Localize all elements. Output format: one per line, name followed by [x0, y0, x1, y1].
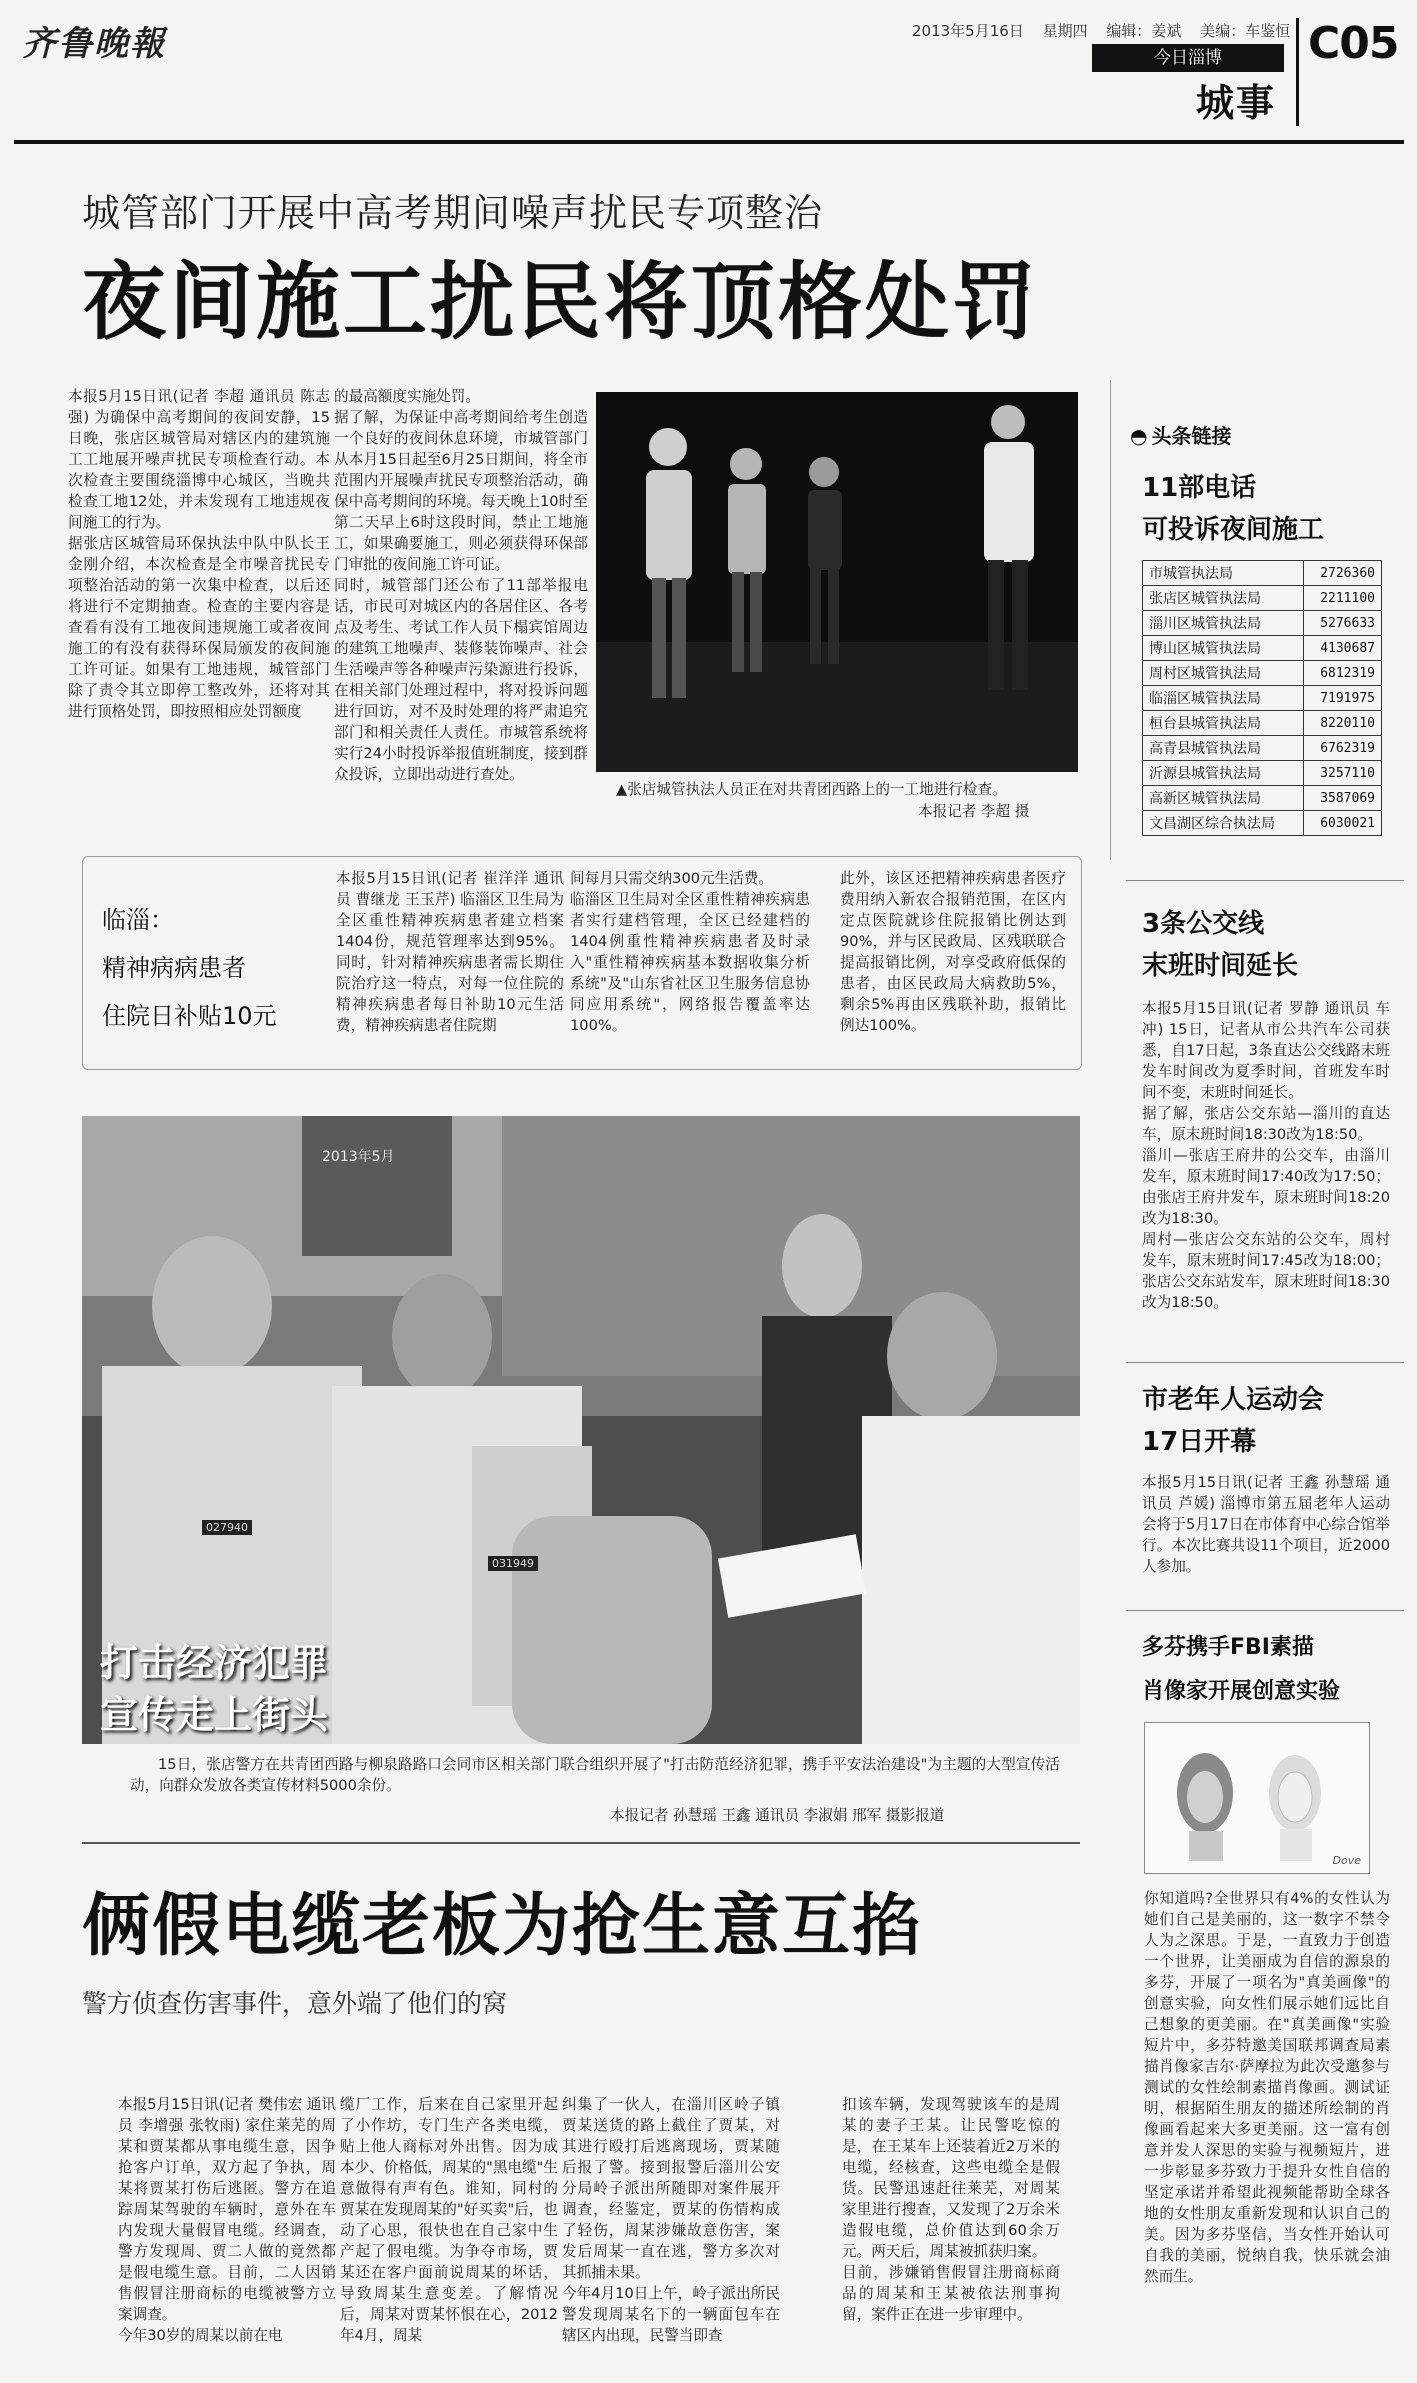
phone-office: 文昌湖区综合执法局	[1143, 811, 1304, 836]
phone-number: 3587069	[1303, 786, 1381, 811]
lead-column-1: 本报5月15日讯(记者 李超 通讯员 陈志强) 为确保中高考期间的夜间安静，15日晚，张店区城管局对辖区内的建筑施工工地展开噪声扰民专项检查行动。本次检查主要围绕淄博中心城区，当晚共检查工地12处，并未发现有工地违规夜间施工的行为。 据张店区城管局环保执法中队中队长王金刚介绍，本次检查是全市噪音扰民专项整治活动的第一次集中检查，以后还将进行不定期抽查。检查的主要内容是查看有没有工地夜间违规施工或者夜间施工的有没有获得环保局颁发的夜间施工许可证。如果有工地违规，城管部门除了责令其立即停工整改外，还将对其进行顶格处罚，即按照相应处罚额度	[68, 388, 330, 720]
games-title-1: 市老年人运动会	[1142, 1385, 1325, 1415]
phone-office: 沂源县城管执法局	[1143, 761, 1304, 786]
phone-number: 2726360	[1303, 561, 1381, 586]
phone-office: 桓台县城管执法局	[1143, 711, 1304, 736]
mental-title-1: 精神病病患者	[102, 954, 246, 982]
phone-row	[1143, 611, 1382, 636]
dove-title-2: 肖像家开展创意实验	[1142, 1679, 1341, 1704]
street-overlay-1: 打击经济犯罪	[100, 1640, 329, 1685]
phone-office: 高青县城管执法局	[1143, 736, 1304, 761]
mental-title-2: 住院日补贴10元	[102, 1002, 277, 1030]
phone-table	[1142, 560, 1382, 836]
weekday-text: 星期四	[1042, 22, 1088, 40]
dove-text: 你知道吗?全世界只有4%的女性认为她们自己是美丽的，这一数字不禁令人为之深思。于是，一直致力于创造一个世界，让美丽成为自信的源泉的多芬，开展了一项名为"真美画像"的创意实验，向女性们展示她们远比自己想象的更美丽。在"真美画像"实验短片中，多芬特邀美国联邦调查局素描肖像家吉尔·萨摩拉为此次受邀参与测试的女性绘制素描肖像画。测试证明，根据陌生朋友的描述所绘制的肖像画看起来大多更美丽。这一富有创意并发人深思的实验与视频短片，进一步彰显多芬致力于提升女性自信的坚定承诺并希望此视频能帮助全球各地的女性朋友重新发现和认识自己的美。因为多芬坚信，当女性开始认可自我的美丽，悦纳自我，快乐就会油然而生。	[1144, 1890, 1390, 2285]
sketch-portraits	[1145, 1723, 1369, 1873]
bus-text: 本报5月15日讯(记者 罗静 通讯员 车冲) 15日，记者从市公共汽车公司获悉，自17日起，3条直达公交线路末班发车时间改为夏季时间，首班发车时间不变，末班时间延长。 据了解，张店公交东站—淄川的直达车，原末班时间18:30改为18:50。 淄川—张店王府井的公交车，由淄川发车，原末班时间17:40改为17:50；由张店王府井发车，原末班时间18:20改为18:30。 周村—张店公交东站的公交车，周村发车，原末班时间17:45改为18:00；张店公交东站发车，原末班时间18:30改为18:50。	[1142, 1000, 1390, 1311]
phone-office: 淄川区城管执法局	[1143, 611, 1304, 636]
lead-photo-credit: 本报记者 李超 摄	[918, 803, 1030, 820]
issue-date	[912, 20, 1290, 41]
phone-list	[1142, 560, 1382, 836]
cable-column-4: 扣该车辆，发现驾驶该车的是周某的妻子王某。让民警吃惊的是，在王某车上还装着近2万米的电缆，经核查，这些电缆全是假货。民警迅速赶往莱芜，对周某家里进行搜查，又发现了2万余米造假电缆，总价值达到60余万元。两天后，周某被抓获归案。 目前，涉嫌销售假冒注册商标商品的周某和王某被依法刑事拘留，案件正在进一步审理中。	[842, 2096, 1060, 2323]
lead-headline: 夜间施工扰民将顶格处罚	[82, 252, 1040, 351]
street-credit: 本报记者 孙慧瑶 王鑫 通讯员 李淑娟 邢军 摄影报道	[610, 1807, 945, 1824]
cable-headline: 俩假电缆老板为抢生意互掐	[82, 1886, 923, 1966]
mental-column-1: 本报5月15日讯(记者 崔洋洋 通讯员 曹继龙 王玉芹) 临淄区卫生局为全区重性精神疾病患者建立档案1404份，规范管理率达到95%。同时，针对精神疾病患者需长期住院治疗这一特点，对每一位住院的精神疾病患者每日补助10元生活费，精神疾病患者住院期	[336, 870, 564, 1034]
phone-office: 临淄区城管执法局	[1143, 686, 1304, 711]
phone-office: 高新区城管执法局	[1143, 786, 1304, 811]
link-label-text: 头条链接	[1151, 424, 1232, 448]
phone-number: 3257110	[1303, 761, 1381, 786]
cable-rule	[82, 1842, 1080, 1844]
page-number: C05	[1308, 18, 1399, 69]
cable-column-1: 本报5月15日讯(记者 樊伟宏 通讯员 李增强 张牧雨) 家住莱芜的周某和贾某都从事电缆生意，因争抢客户订单，双方起了争执，周某将贾某打伤后逃匿。警方在追踪周某驾驶的车辆时，意外在车内发现大量假冒电缆。经调查，警方发现周、贾二人做的竟然都是假电缆生意。目前，二人因销售假冒注册商标的电缆被警方立案调查。 今年30岁的周某以前在电	[118, 2096, 336, 2344]
phone-row	[1143, 786, 1382, 811]
dove-title-1: 多芬携手FBI素描	[1142, 1635, 1314, 1660]
section-tag: 今日淄博	[1092, 44, 1284, 72]
masthead-divider	[1296, 18, 1299, 126]
sidebar-divider-1	[1126, 880, 1404, 881]
phone-number: 4130687	[1303, 636, 1381, 661]
sidebar-link-label	[1130, 420, 1231, 449]
phone-row	[1143, 561, 1382, 586]
phone-office: 张店区城管执法局	[1143, 586, 1304, 611]
games-text: 本报5月15日讯(记者 王鑫 孙慧瑶 通讯员 芦媛) 淄博市第五届老年人运动会将于5月17日在市体育中心综合馆举行。本次比赛共设11个项目，近2000人参加。	[1142, 1474, 1390, 1575]
sidebar-divider-2	[1126, 1362, 1404, 1363]
mental-column-2: 间每月只需交纳300元生活费。 临淄区卫生局对全区重性精神疾病患者实行建档管理，全区已经建档的1404例重性精神疾病患者及时录入"重性精神疾病基本数据收集分析系统"及"山东省社区卫生服务信息协同应用系统"，网络报告覆盖率达100%。	[570, 870, 810, 1034]
phone-row	[1143, 636, 1382, 661]
mental-column-3: 此外，该区还把精神疾病患者医疗费用纳入新农合报销范围，在区内定点医院就诊住院报销比例达到90%，并与区民政局、区残联联合提高报销比例，对享受政府低保的患者，由区民政局大病救助5%，剩余5%再由区残联补助，报销比例达100%。	[840, 870, 1066, 1034]
phone-row	[1143, 711, 1382, 736]
phone-number: 6030021	[1303, 811, 1381, 836]
bus-title-1: 3条公交线	[1142, 909, 1265, 939]
lead-photo-caption: ▲张店城管执法人员正在对共青团西路上的一工地进行检查。	[616, 781, 1007, 798]
phone-row	[1143, 661, 1382, 686]
phone-row	[1143, 586, 1382, 611]
designer-text: 美编：车鉴恒	[1200, 22, 1291, 40]
street-photo	[82, 1116, 1080, 1744]
phone-row	[1143, 761, 1382, 786]
lead-column-2: 的最高额度实施处罚。 据了解，为保证中高考期间给考生创造一个良好的夜间休息环境，市城管部门从本月15日起至6月25日期间，将全市范围内开展噪声扰民专项整治活动，确保中高考期间的环境。每天晚上10时至第二天早上6时这段时间，禁止工地施工，如果确要施工，则必须获得环保部门审批的夜间施工许可证。 同时，城管部门还公布了11部举报电话，市民可对城区内的各居住区、各考点及考生、考试工作人员下榻宾馆周边的建筑工地噪声、装修装饰噪声、社会生活噪声等各种噪声污染源进行投诉，在相关部门处理过程中，将对投诉问题进行回访，对不及时处理的将严肃追究部门和相关责任人责任。市城管系统将实行24小时投诉举报值班制度，接到群众投诉，立即出动进行查处。	[334, 388, 588, 783]
masthead-rule	[14, 140, 1404, 144]
date-text: 2013年5月16日	[912, 22, 1024, 40]
phone-number: 7191975	[1303, 686, 1381, 711]
phone-row	[1143, 736, 1382, 761]
games-title-2: 17日开幕	[1142, 1427, 1257, 1457]
street-caption: 15日，张店警方在共青团西路与柳泉路路口会同市区相关部门联合组织开展了"打击防范经济犯罪，携手平安法治建设"为主题的大型宣传活动，向群众发放各类宣传材料5000余份。	[130, 1756, 1060, 1794]
phone-title-1: 11部电话	[1142, 473, 1257, 503]
paper-logo: 齐鲁晚報	[22, 24, 166, 64]
editor-text: 编辑：姜斌	[1106, 22, 1182, 40]
lead-divider	[1110, 380, 1111, 860]
sidebar-divider-3	[1126, 1610, 1404, 1611]
phone-office: 市城管执法局	[1143, 561, 1304, 586]
phone-row	[1143, 811, 1382, 836]
cable-subhead: 警方侦查伤害事件，意外端了他们的窝	[82, 1989, 508, 2018]
badge-2: 031949	[488, 1556, 538, 1571]
badge-1: 027940	[202, 1520, 252, 1535]
phone-number: 6762319	[1303, 736, 1381, 761]
dove-logo: Dove	[1332, 1854, 1361, 1867]
mental-place: 临淄：	[102, 906, 174, 934]
street-overlay-2: 宣传走上街头	[100, 1692, 329, 1737]
section-name: 城事	[1196, 81, 1277, 125]
phone-number: 5276633	[1303, 611, 1381, 636]
phone-office: 周村区城管执法局	[1143, 661, 1304, 686]
phone-title-2: 可投诉夜间施工	[1142, 515, 1325, 545]
phone-number: 6812319	[1303, 661, 1381, 686]
bus-title-2: 末班时间延长	[1142, 951, 1299, 981]
phone-icon: ◓	[1130, 424, 1148, 448]
dove-sketch-panel	[1144, 1722, 1370, 1874]
cable-column-2: 缆厂工作，后来在自己家里开起了小作坊，专门生产各类电缆，贴上他人商标对外出售。因为成本少、价格低，周某的"黑电缆"生意做得有声有色。谁知，同村的贾某在发现周某的"好买卖"后，也动了心思，很快也在自己家中生产起了假电缆。为争夺市场，贾某还在客户面前说周某的坏话，导致周某生意变差。了解情况后，周某对贾某怀恨在心，2012年4月，周某	[340, 2096, 558, 2344]
lead-kicker: 城管部门开展中高考期间噪声扰民专项整治	[82, 191, 824, 235]
phone-office: 博山区城管执法局	[1143, 636, 1304, 661]
night-inspection-illustration	[596, 392, 1078, 772]
cable-column-3: 纠集了一伙人，在淄川区岭子镇贾某送货的路上截住了贾某，对其进行殴打后逃离现场，贾某随后报了警。接到报警后淄川公安分局岭子派出所随即对案件展开调查，经鉴定，贾某的伤情构成了轻伤，周某涉嫌故意伤害，案发后周某一直在逃，警方多次对其抓捕未果。 今年4月10日上午，岭子派出所民警发现周某名下的一辆面包车在辖区内出现，民警当即查	[562, 2096, 780, 2344]
phone-number: 2211100	[1303, 586, 1381, 611]
phone-number: 8220110	[1303, 711, 1381, 736]
phone-row	[1143, 686, 1382, 711]
building-sign: 2013年5月	[322, 1149, 395, 1165]
lead-photo	[596, 392, 1078, 772]
